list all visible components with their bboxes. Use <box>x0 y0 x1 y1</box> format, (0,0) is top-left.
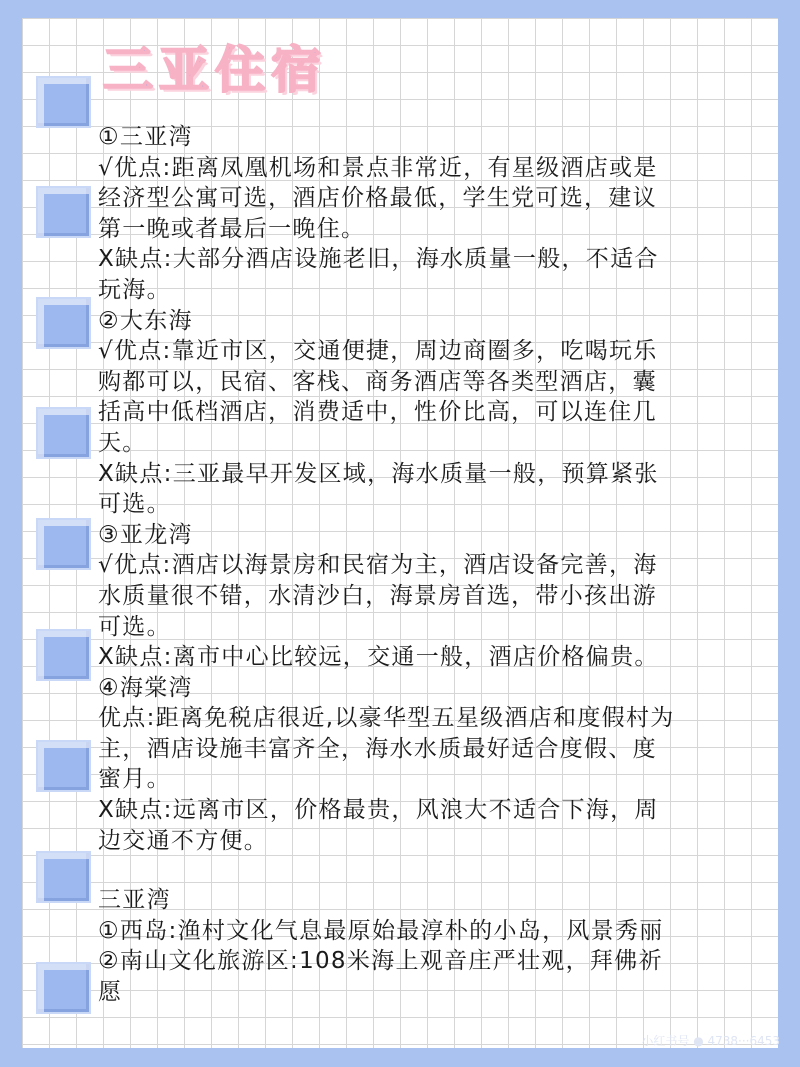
body-text <box>98 122 763 1008</box>
text-line: X缺点:大部分酒店设施老旧，海水质量一般，不适合 <box>98 246 659 273</box>
text-line: ②南山文化旅游区:108米海上观音庄严壮观，拜佛祈 <box>98 948 663 975</box>
text-line: 边交通不方便。 <box>98 827 269 854</box>
binder-tab <box>36 740 91 792</box>
text-line: 天。 <box>98 429 147 456</box>
binder-tab <box>36 76 91 128</box>
binder-tab <box>36 297 91 349</box>
text-line: 第一晚或者最后一晚住。 <box>98 215 366 242</box>
page-title: 三亚住宿 <box>103 41 327 99</box>
text-line: ①三亚湾 <box>98 124 193 150</box>
text-line: √优点:靠近市区，交通便捷，周边商圈多，吃喝玩乐 <box>98 338 658 365</box>
binder-tab <box>36 962 91 1014</box>
text-line: 蜜月。 <box>98 766 171 793</box>
binder-tab <box>36 186 91 238</box>
text-line: 可选。 <box>98 491 171 518</box>
watermark: 小红书号 ● 4738···6453 <box>641 1034 780 1048</box>
text-line: ④海棠湾 <box>98 674 193 701</box>
binder-tab <box>36 407 91 459</box>
spacer <box>98 856 763 885</box>
text-line: 水质量很不错，水清沙白，海景房首选，带小孩出游 <box>98 582 657 609</box>
text-line: X缺点:远离市区，价格最贵，风浪大不适合下海，周 <box>98 797 659 824</box>
text-line: ③亚龙湾 <box>98 521 193 548</box>
text-line: ①西岛:渔村文化气息最原始最淳朴的小岛，风景秀丽 <box>98 917 664 944</box>
text-line: 优点:距离免税店很近,以豪华型五星级酒店和度假村为 <box>98 705 675 732</box>
text-line: 玩海。 <box>98 276 171 303</box>
binder-tab <box>36 629 91 681</box>
text-line: X缺点:三亚最早开发区域，海水质量一般，预算紧张 <box>98 460 659 487</box>
text-line: 括高中低档酒店，消费适中，性价比高，可以连住几 <box>98 399 657 426</box>
section-heading: 三亚湾 <box>98 887 171 914</box>
binder-tab <box>36 851 91 903</box>
text-line: 经济型公寓可选，酒店价格最低，学生党可选，建议 <box>98 185 657 212</box>
text-line: 可选。 <box>98 613 171 640</box>
text-line: √优点:距离凤凰机场和景点非常近，有星级酒店或是 <box>98 154 658 181</box>
text-line: 愿 <box>98 979 123 1006</box>
binder-tab <box>36 518 91 570</box>
text-line: √优点:酒店以海景房和民宿为主，酒店设备完善，海 <box>98 552 658 579</box>
text-line: X缺点:离市中心比较远，交通一般，酒店价格偏贵。 <box>98 644 659 671</box>
text-line: ②大东海 <box>98 307 193 334</box>
text-line: 购都可以，民宿、客栈、商务酒店等各类型酒店，囊 <box>98 368 657 395</box>
text-line: 主，酒店设施丰富齐全，海水水质最好适合度假、度 <box>98 735 657 762</box>
